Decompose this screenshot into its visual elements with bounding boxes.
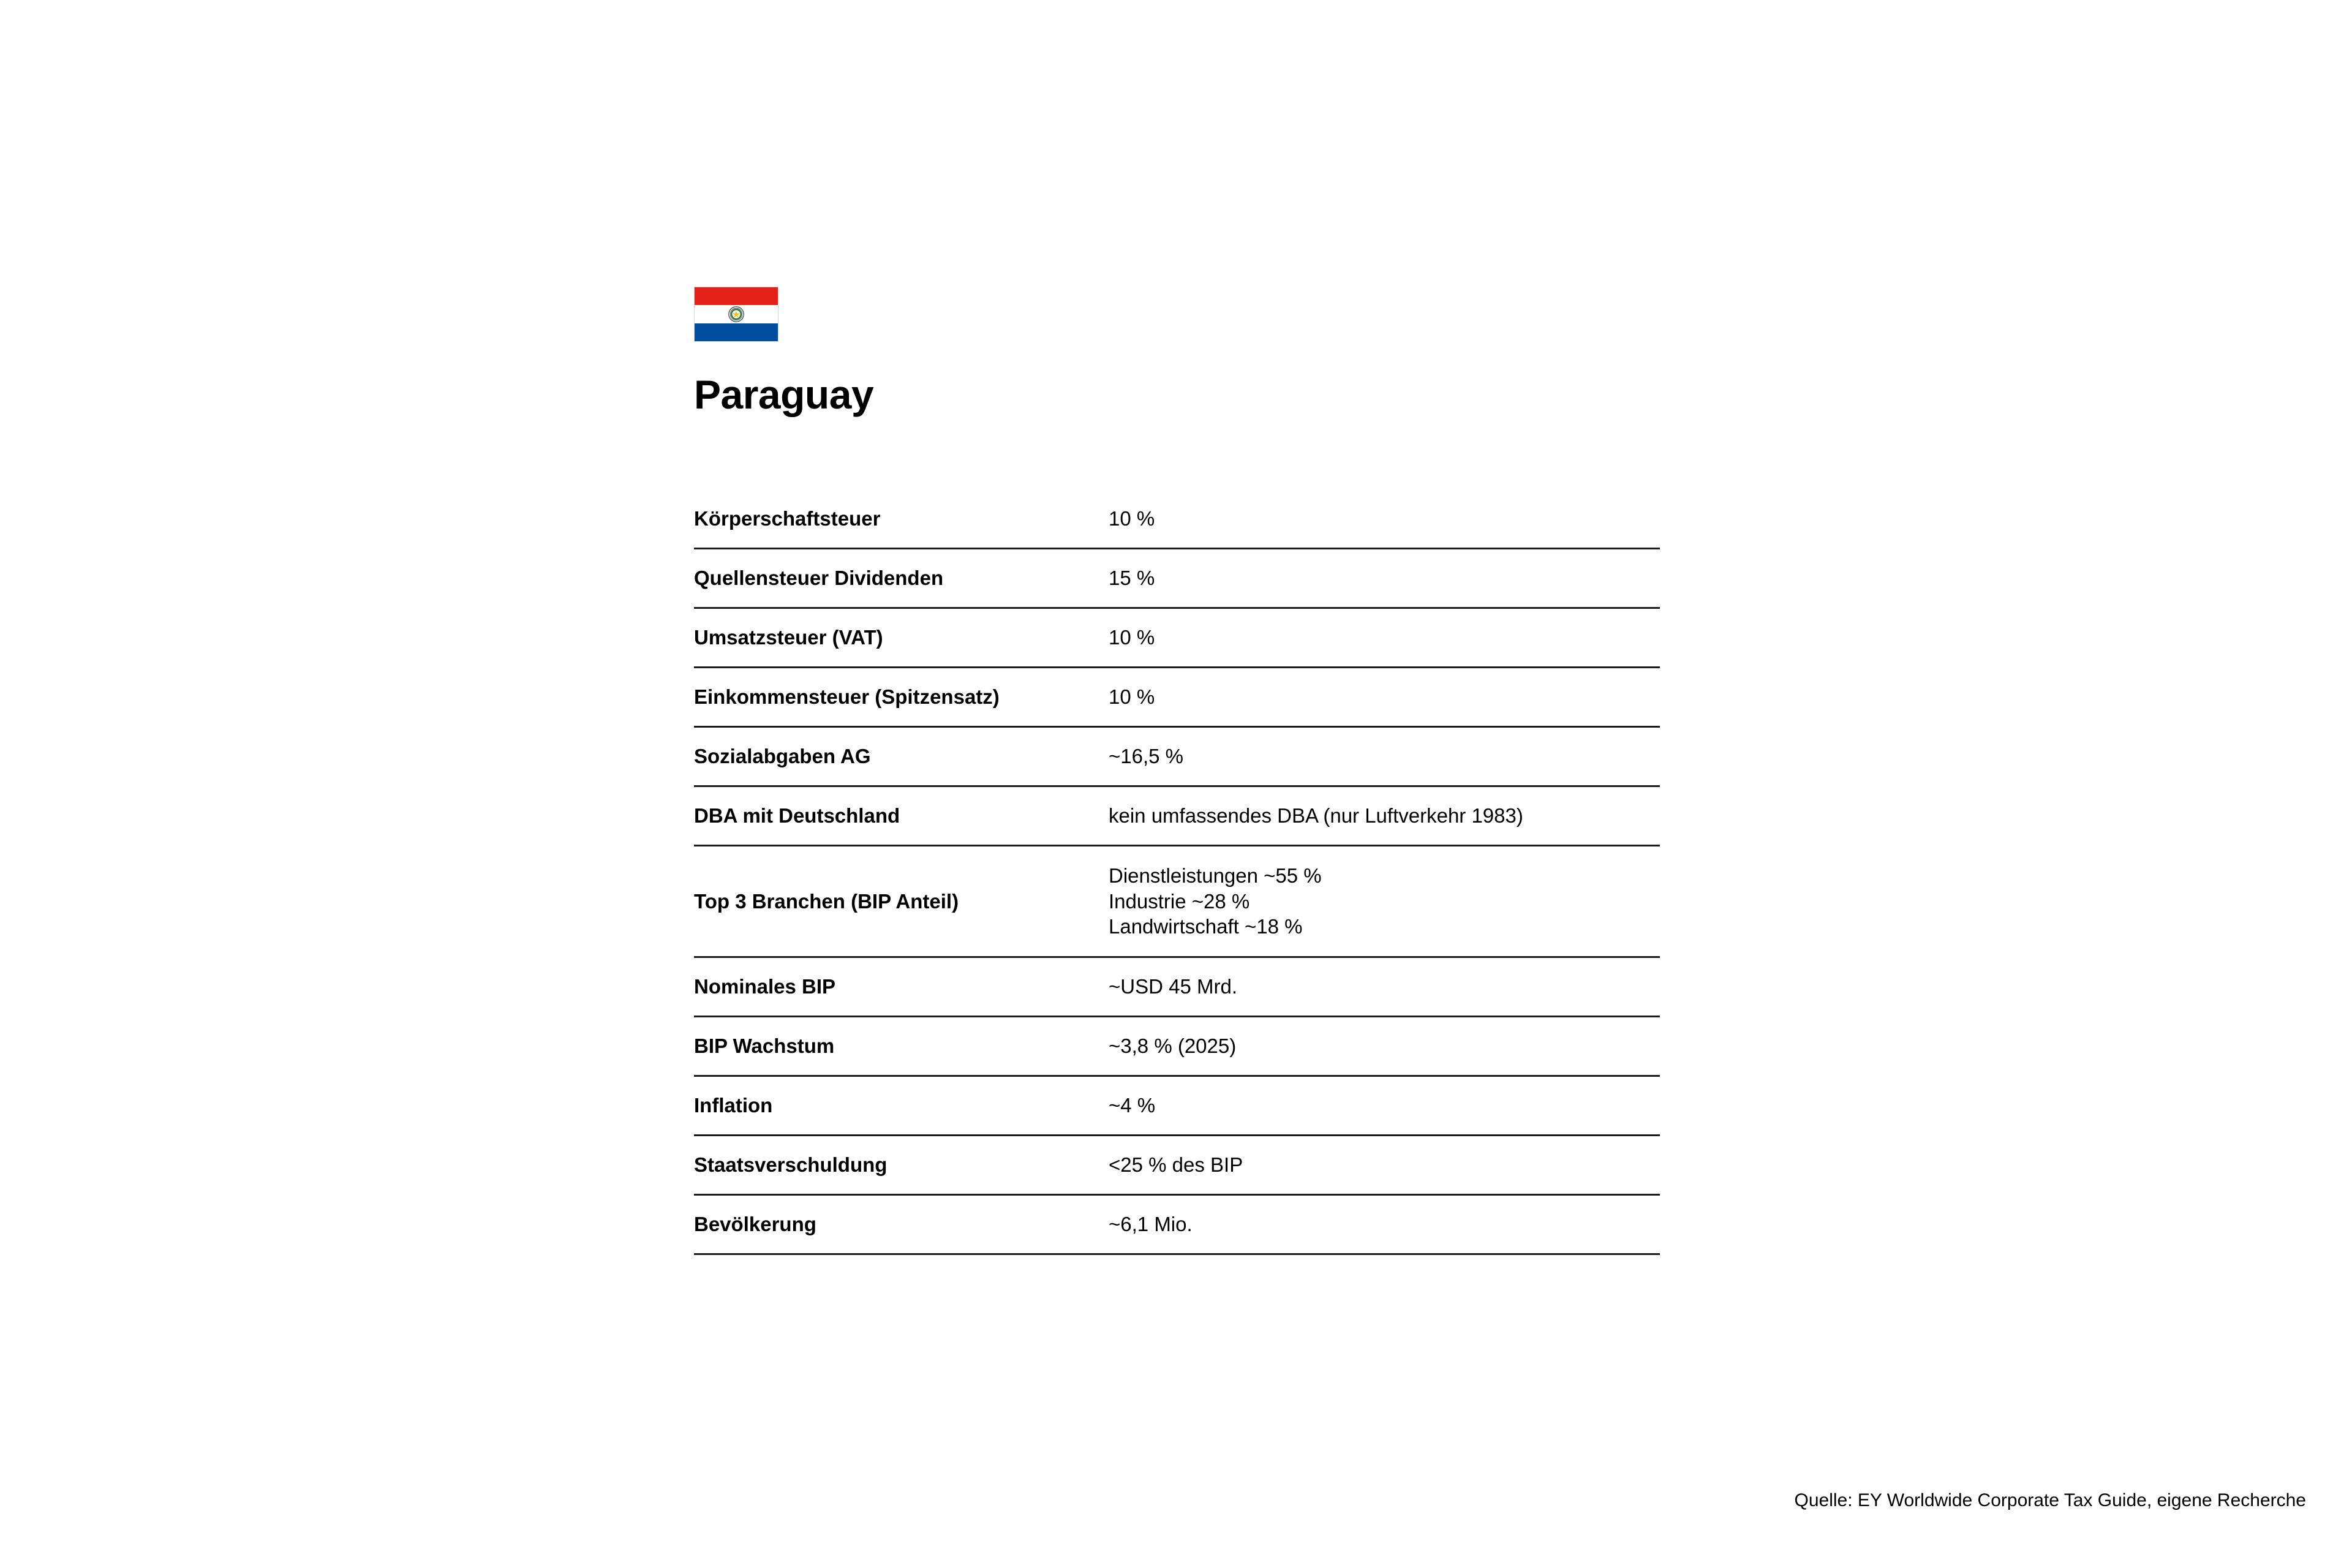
row-value: 15 % (1109, 549, 1660, 608)
row-value: ~16,5 % (1109, 727, 1660, 786)
table-row (694, 786, 1660, 846)
row-label: Top 3 Branchen (BIP Anteil) (694, 846, 1109, 957)
row-value (1109, 846, 1660, 957)
table-row (694, 1136, 1660, 1195)
table-row (694, 490, 1660, 549)
row-value: ~3,8 % (2025) (1109, 1017, 1660, 1076)
table-row (694, 1017, 1660, 1076)
flag-band-white (695, 305, 778, 323)
table-row (694, 608, 1660, 668)
table-row (694, 846, 1660, 957)
table-row (694, 549, 1660, 608)
source-note: Quelle: EY Worldwide Corporate Tax Guide, eigene Recherche (1794, 1490, 2306, 1510)
table-row (694, 668, 1660, 727)
table-row (694, 1076, 1660, 1136)
paraguay-coat-of-arms-icon (728, 306, 744, 322)
row-label: Einkommensteuer (Spitzensatz) (694, 668, 1109, 727)
flag-band-red (695, 287, 778, 305)
row-value: ~4 % (1109, 1076, 1660, 1136)
row-value: ~6,1 Mio. (1109, 1195, 1660, 1254)
row-label: Bevölkerung (694, 1195, 1109, 1254)
row-label: DBA mit Deutschland (694, 786, 1109, 846)
row-value-line: Dienstleistungen ~55 % (1109, 864, 1322, 887)
table-row (694, 1195, 1660, 1254)
page-title: Paraguay (694, 372, 874, 417)
row-value: 10 % (1109, 668, 1660, 727)
row-label: BIP Wachstum (694, 1017, 1109, 1076)
row-label: Nominales BIP (694, 957, 1109, 1017)
paraguay-flag (694, 287, 778, 342)
row-value: ~USD 45 Mrd. (1109, 957, 1660, 1017)
row-label: Staatsverschuldung (694, 1136, 1109, 1195)
flag-band-blue (695, 323, 778, 341)
table-row (694, 727, 1660, 786)
row-label: Inflation (694, 1076, 1109, 1136)
table-row (694, 957, 1660, 1017)
table-body (694, 490, 1660, 1254)
row-value: <25 % des BIP (1109, 1136, 1660, 1195)
row-label: Umsatzsteuer (VAT) (694, 608, 1109, 668)
row-value: 10 % (1109, 490, 1660, 549)
row-value: 10 % (1109, 608, 1660, 668)
row-label: Sozialabgaben AG (694, 727, 1109, 786)
row-label: Quellensteuer Dividenden (694, 549, 1109, 608)
row-label: Körperschaftsteuer (694, 490, 1109, 549)
row-value: kein umfassendes DBA (nur Luftverkehr 1983) (1109, 786, 1660, 846)
row-value-line: Industrie ~28 % (1109, 889, 1250, 913)
country-data-table (694, 490, 1660, 1255)
row-value-line: Landwirtschaft ~18 % (1109, 915, 1303, 938)
